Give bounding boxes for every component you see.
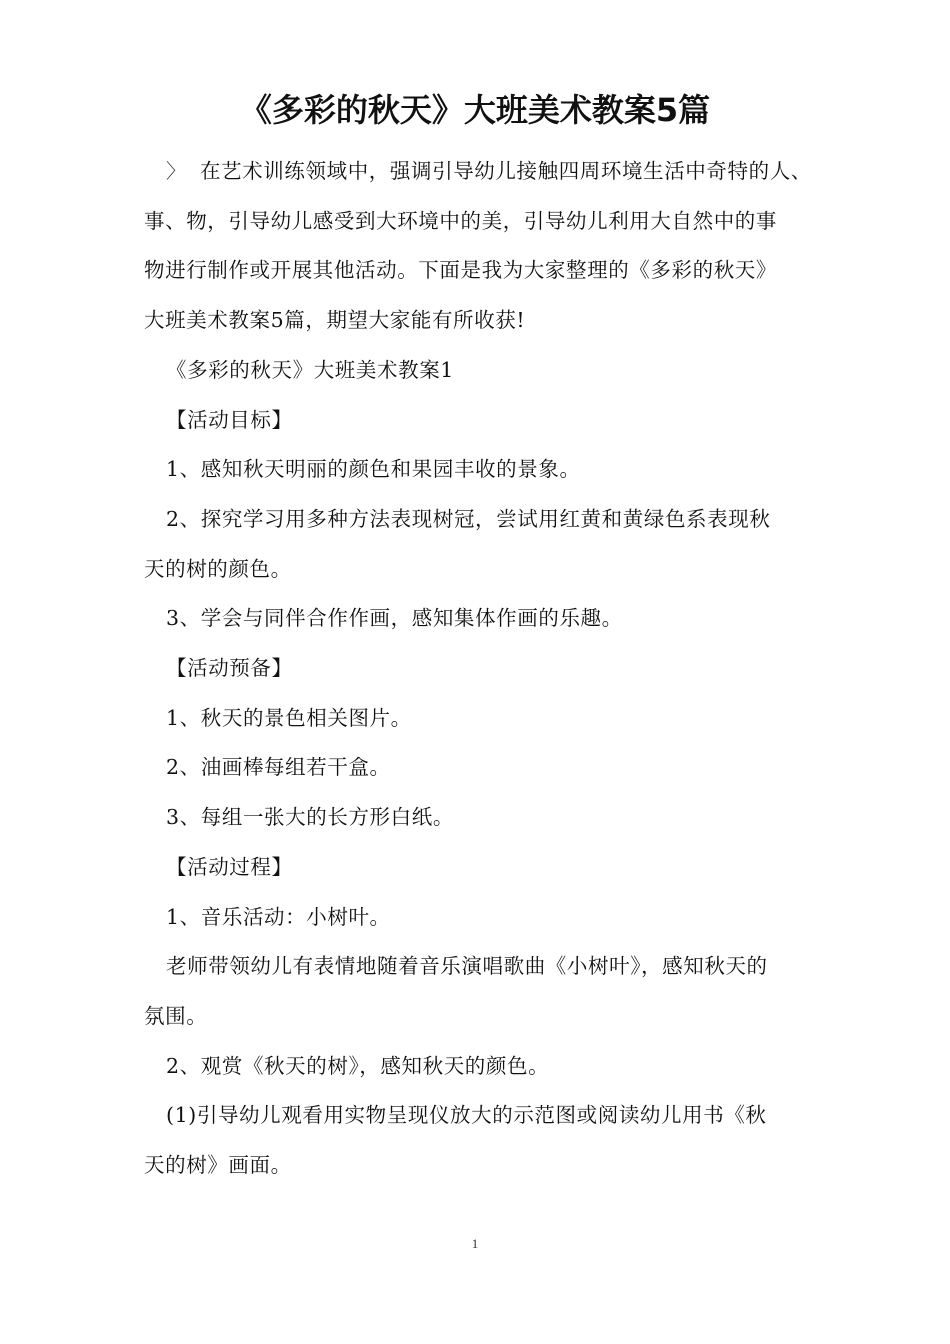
list-item: 2、探究学习用多种方法表现树冠，尝试用红黄和黄绿色系表现秋 — [166, 506, 771, 531]
list-item: 3、每组一张大的长方形白纸。 — [166, 805, 454, 830]
paragraph-line: 〉 在艺术训练领域中，强调引导幼儿接触四周环境生活中奇特的人、 — [144, 147, 820, 197]
section-heading: 【活动过程】 — [166, 854, 293, 879]
list-item: 1、秋天的景色相关图片。 — [166, 705, 412, 730]
paragraph-line: 大班美术教案5篇，期望大家能有所收获! — [144, 308, 526, 333]
chevron-right-icon: 〉 — [166, 159, 187, 183]
paragraph-line: 氛围。 — [144, 1003, 208, 1028]
paragraph-line: 老师带领幼儿有表情地随着音乐演唱歌曲《小树叶》，感知秋天的 — [166, 954, 768, 979]
list-item: 2、油画棒每组若干盒。 — [166, 755, 391, 780]
document-title: 《多彩的秋天》大班美术教案5篇 — [239, 91, 711, 129]
list-item: 3、学会与同伴合作作画，感知集体作画的乐趣。 — [166, 606, 623, 631]
section-heading: 【活动预备】 — [166, 656, 293, 681]
page-number: 1 — [471, 1236, 479, 1251]
list-item: 1、感知秋天明丽的颜色和果园丰收的景象。 — [166, 457, 581, 482]
paragraph-line: 物进行制作或开展其他活动。下面是我为大家整理的《多彩的秋天》 — [144, 258, 777, 283]
list-item: 1、音乐活动：小树叶。 — [166, 904, 391, 929]
list-item: (1)引导幼儿观看用实物呈现仪放大的示范图或阅读幼儿用书《秋 — [166, 1103, 767, 1128]
paragraph-line: 事、物，引导幼儿感受到大环境中的美，引导幼儿利用大自然中的事 — [144, 208, 777, 233]
list-item: 2、观赏《秋天的树》，感知秋天的颜色。 — [166, 1053, 550, 1078]
document-body — [144, 147, 820, 1191]
paragraph-line: 天的树的颜色。 — [144, 556, 292, 581]
section-title: 《多彩的秋天》大班美术教案1 — [166, 357, 454, 382]
paragraph-line: 天的树》画面。 — [144, 1153, 292, 1178]
section-heading: 【活动目标】 — [166, 407, 293, 432]
